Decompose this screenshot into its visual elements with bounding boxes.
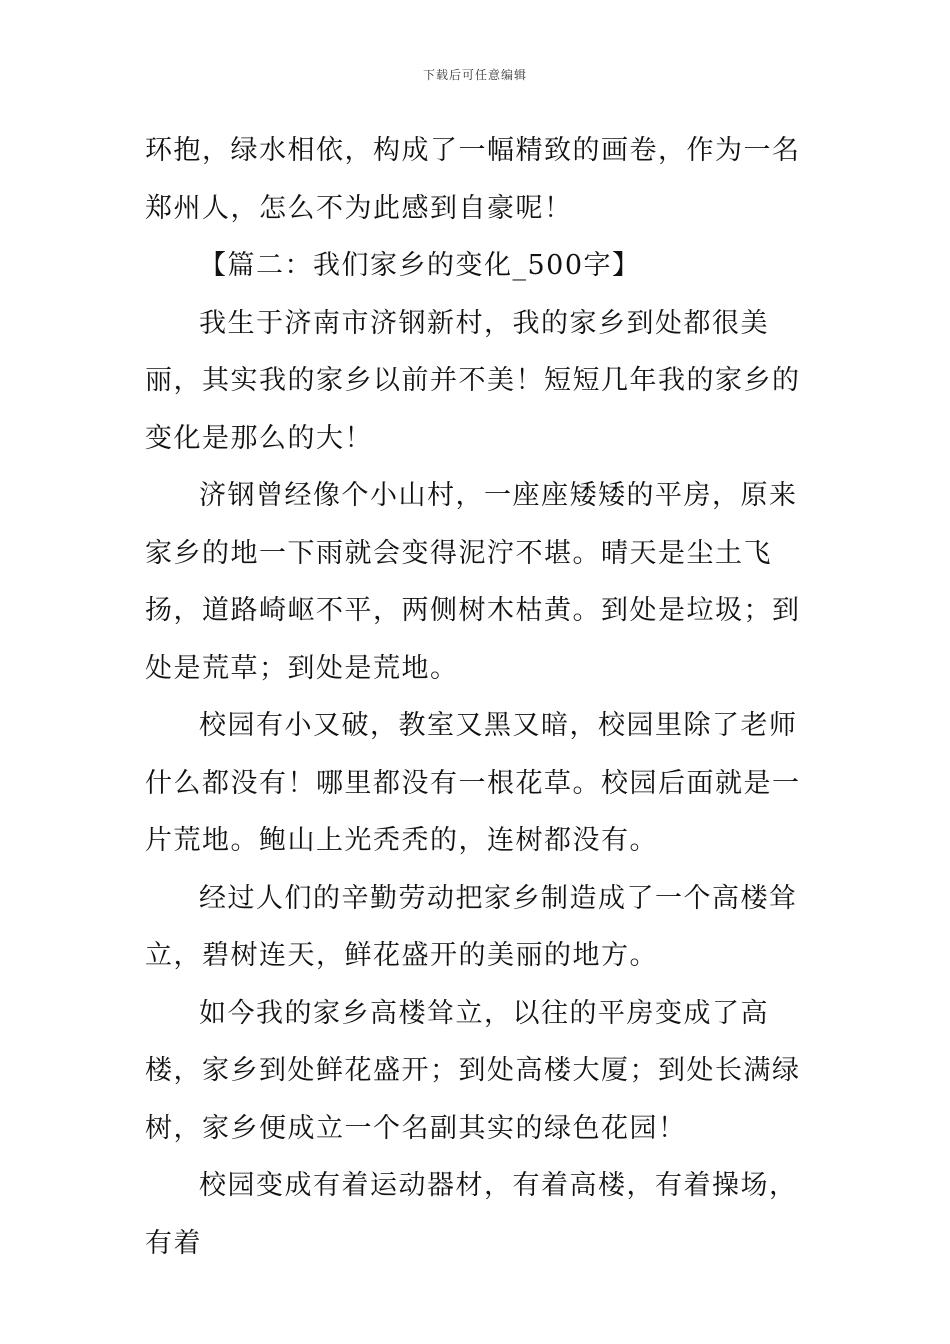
paragraph: 我生于济南市济钢新村，我的家乡到处都很美丽，其实我的家乡以前并不美！短短几年我的家乡的变化是那么的大！ — [145, 307, 801, 454]
paragraph: 校园变成有着运动器材，有着高楼，有着操场，有着 — [145, 1170, 798, 1259]
paragraph: 校园有小又破，教室又黑又暗，校园里除了老师什么都没有！哪里都没有一根花草。校园后面就是一片荒地。鲍山上光秃秃的，连树都没有。 — [145, 710, 801, 856]
section-title: 【篇二：我们家乡的变化_500字】 — [199, 250, 641, 281]
paragraph: 如今我的家乡高楼耸立，以往的平房变成了高楼，家乡到处鲜花盛开；到处高楼大厦；到处长满绿树，家乡便成立一个名副其实的绿色花园！ — [145, 997, 801, 1144]
paragraph: 经过人们的辛勤劳动把家乡制造成了一个高楼耸立，碧树连天，鲜花盛开的美丽的地方。 — [145, 882, 798, 971]
paragraph: 济钢曾经像个小山村，一座座矮矮的平房，原来家乡的地一下雨就会变得泥泞不堪。晴天是尘土飞扬，道路崎岖不平，两侧树木枯黄。到处是垃圾；到处是荒草；到处是荒地。 — [145, 480, 801, 684]
document-body — [145, 122, 810, 1272]
page-header: 下载后可任意编辑 — [422, 68, 527, 82]
paragraph-continuation: 环抱，绿水相依，构成了一幅精致的画卷，作为一名郑州人，怎么不为此感到自豪呢！ — [145, 135, 801, 224]
